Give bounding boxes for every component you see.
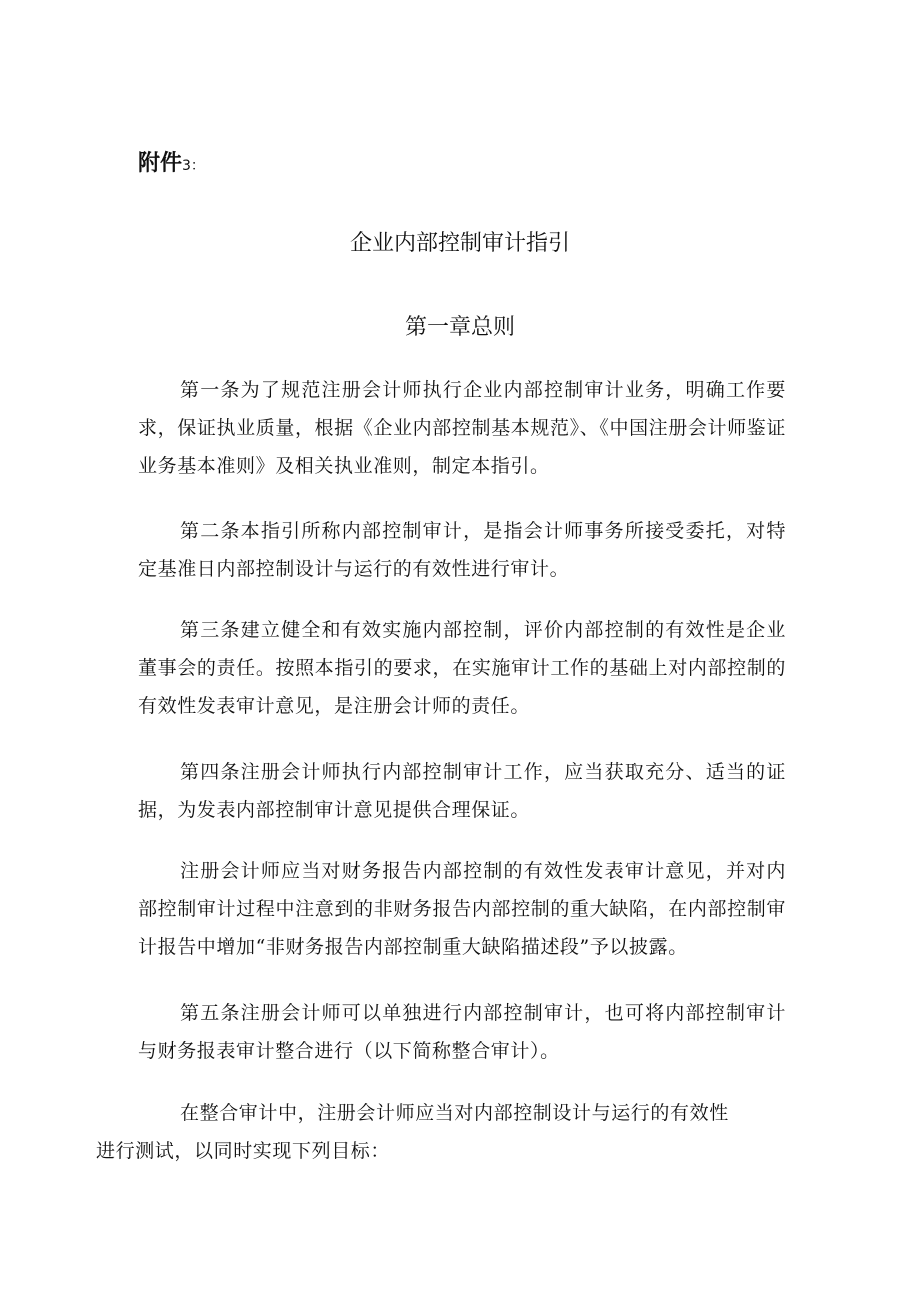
document-title: 企业内部控制审计指引 [349, 231, 570, 256]
attachment-number: 3： [182, 158, 205, 174]
integrated-audit-line-1: 在整合审计中，注册会计师应当对内部控制设计与运行的有效性 [180, 1102, 729, 1124]
chapter-heading: 第一章总则 [404, 315, 515, 340]
article-4-continuation-paragraph: 注册会计师应当对财务报告内部控制的有效性发表审计意见，并对内部控制审计过程中注意到的非财务报告内部控制的重大缺陷，在内部控制审计报告中增加“非财务报告内部控制重大缺陷描述段”予以披露。 [138, 860, 786, 958]
integrated-audit-line-2: 进行测试，以同时实现下列目标： [96, 1140, 391, 1162]
attachment-text: 附件 [138, 151, 183, 176]
integrated-audit-paragraph [96, 1094, 786, 1170]
article-3-paragraph: 第三条建立健全和有效实施内部控制，评价内部控制的有效性是企业董事会的责任。按照本指引的要求，在实施审计工作的基础上对内部控制的有效性发表审计意见，是注册会计师的责任。 [138, 619, 786, 717]
article-2-paragraph: 第二条本指引所称内部控制审计，是指会计师事务所接受委托，对特定基准日内部控制设计与运行的有效性进行审计。 [138, 520, 786, 580]
article-5-paragraph: 第五条注册会计师可以单独进行内部控制审计，也可将内部控制审计与财务报表审计整合进行（以下简称整合审计）。 [138, 1002, 786, 1062]
article-4-paragraph: 第四条注册会计师执行内部控制审计工作，应当获取充分、适当的证据，为发表内部控制审计意见提供合理保证。 [138, 761, 786, 821]
article-1-paragraph: 第一条为了规范注册会计师执行企业内部控制审计业务，明确工作要求，保证执业质量，根据《企业内部控制基本规范》、《中国注册会计师鉴证业务基本准则》及相关执业准则，制定本指引。 [138, 379, 786, 477]
attachment-label [138, 148, 205, 182]
